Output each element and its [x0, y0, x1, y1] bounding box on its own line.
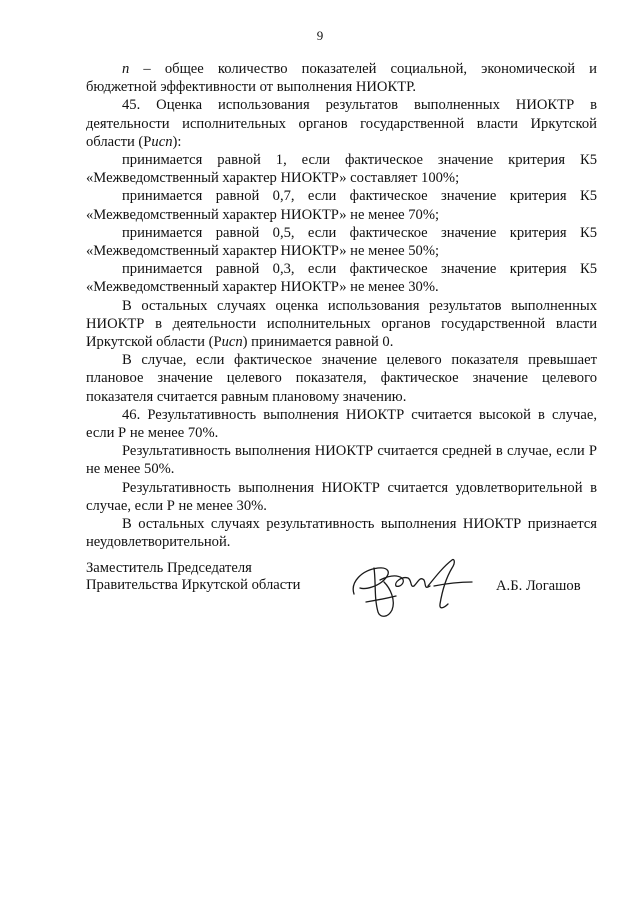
paragraph-unsatisfactory: В остальных случаях результативность выполнения НИОКТР признается неудовлетворительной.: [86, 516, 597, 551]
signatory-name: А.Б. Логашов: [496, 578, 581, 594]
paragraph-text: ) принимается равной 0.: [242, 334, 394, 351]
paragraph-k5-50: принимается равной 0,5, если фактическое значение критерия К5 «Межведомственный характер НИОКТР» не менее 50%;: [86, 224, 597, 260]
paragraph-k5-30: принимается равной 0,3, если фактическое значение критерия К5 «Межведомственный характер НИОКТР» не менее 30%.: [86, 261, 597, 296]
variable-n: n: [122, 61, 130, 77]
paragraph-text: – общее количество показателей социальной, экономической и бюджетной эффективности от выполнения НИОКТР.: [86, 61, 597, 96]
paragraph-46-high: 46. Результативность выполнения НИОКТР считается высокой в случае, если Р не менее 70%.: [86, 406, 597, 442]
paragraph-text: В остальных случаях оценка использования результатов выполненных НИОКТР в деятельности исполнительных органов государственной власти Иркутской области (Р: [86, 297, 597, 351]
paragraph-n-definition: [86, 60, 597, 96]
paragraph-k5-70: принимается равной 0,7, если фактическое значение критерия К5 «Межведомственный характер НИОКТР» не менее 70%;: [86, 188, 597, 223]
signatory-title-line-2: Правительства Иркутской области: [86, 577, 301, 593]
paragraph-target-exceeds: В случае, если фактическое значение целевого показателя превышает плановое значение целевого показателя, фактическое значение целевого показателя считается равным плановому значению.: [86, 352, 597, 405]
paragraph-medium: Результативность выполнения НИОКТР считается средней в случае, если Р не менее 50%.: [86, 443, 597, 478]
signatory-title: [86, 560, 346, 594]
handwritten-signature-icon: [344, 552, 484, 624]
paragraph-text: ):: [172, 133, 182, 150]
signature-block: [86, 560, 597, 630]
paragraph-text: 45. Оценка использования результатов выполненных НИОКТР в деятельности исполнительных органов государственной власти Иркутской области (Р: [86, 97, 597, 150]
variable-isp: исп: [221, 334, 243, 351]
variable-isp: исп: [151, 133, 173, 150]
signatory-title-line-1: Заместитель Председателя: [86, 560, 252, 576]
page-number: 9: [316, 28, 324, 43]
paragraph-other-cases: [86, 297, 597, 352]
paragraph-satisfactory: Результативность выполнения НИОКТР считается удовлетворительной в случае, если Р не менее 30%.: [86, 479, 597, 514]
paragraph-45: [86, 96, 597, 151]
document-body: [86, 60, 597, 551]
paragraph-k5-100: принимается равной 1, если фактическое значение критерия К5 «Межведомственный характер НИОКТР» составляет 100%;: [86, 152, 597, 187]
